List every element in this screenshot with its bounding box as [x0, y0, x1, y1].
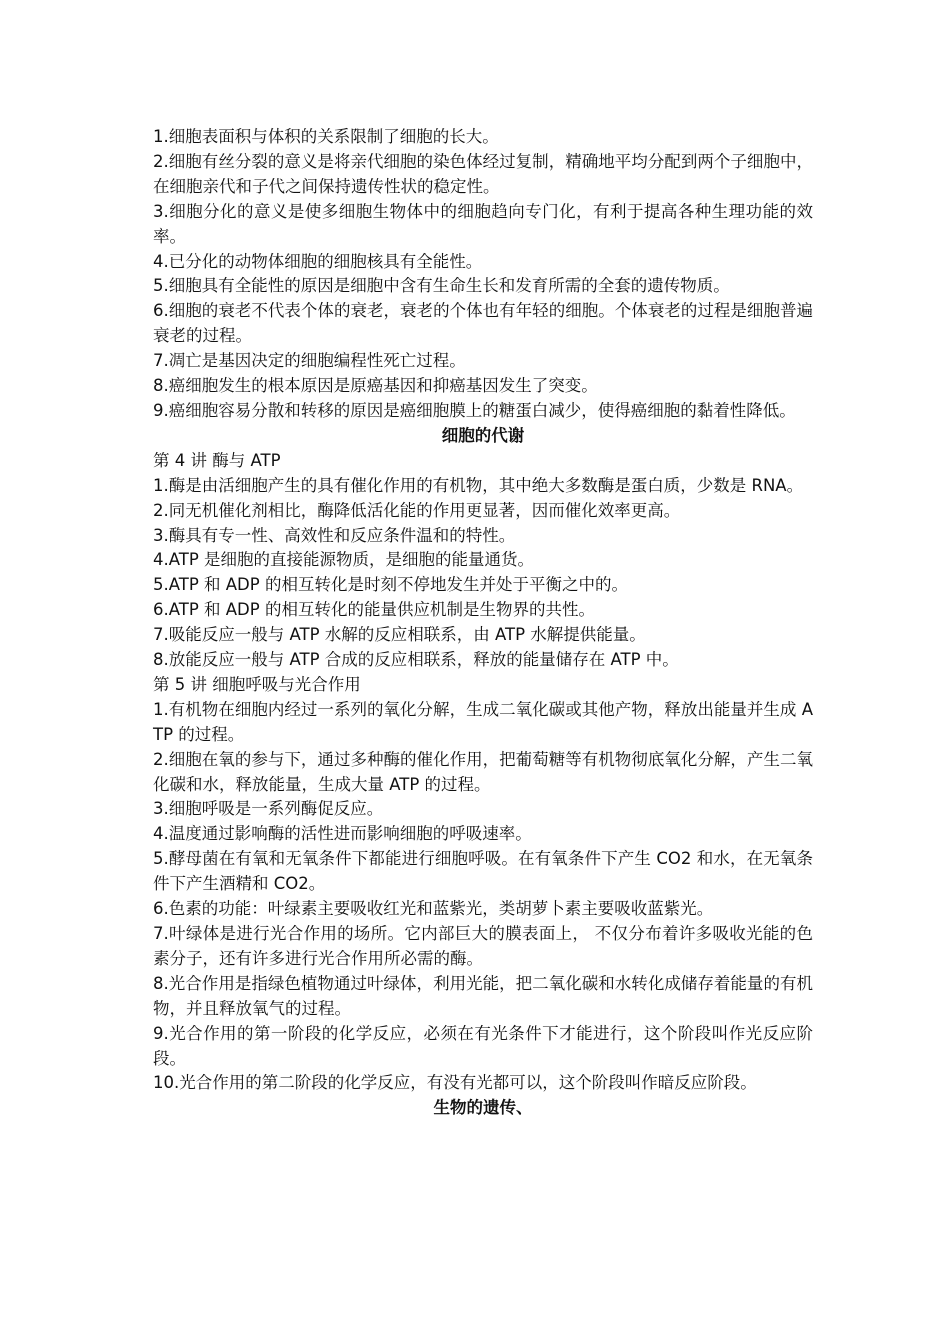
lecture-4-item-4: 4.ATP 是细胞的直接能源物质，是细胞的能量通货。 — [153, 550, 535, 570]
lecture-4-item-3: 3.酶具有专一性、高效性和反应条件温和的特性。 — [153, 525, 516, 545]
lecture-5-item-3: 3.细胞呼吸是一系列酶促反应。 — [153, 799, 384, 819]
lecture-4-item-7: 7.吸能反应一般与 ATP 水解的反应相联系，由 ATP 水解提供能量。 — [153, 625, 646, 645]
lecture-5-item-6: 6.色素的功能：叶绿素主要吸收红光和蓝紫光，类胡萝卜素主要吸收蓝紫光。 — [153, 899, 714, 919]
lecture-4-item-2: 2.同无机催化剂相比，酶降低活化能的作用更显著，因而催化效率更高。 — [153, 500, 681, 520]
lecture-5-item-8: 8.光合作用是指绿色植物通过叶绿体，利用光能，把二氧化碳和水转化成储存着能量的有机物，并且释放氧气的过程。 — [153, 973, 813, 1018]
intro-item-9: 9.癌细胞容易分散和转移的原因是癌细胞膜上的糖蛋白减少，使得癌细胞的黏着性降低。 — [153, 400, 796, 420]
intro-item-6: 6.细胞的衰老不代表个体的衰老，衰老的个体也有年轻的细胞。个体衰老的过程是细胞普遍衰老的过程。 — [153, 301, 813, 346]
lecture-5-item-2: 2.细胞在氧的参与下，通过多种酶的催化作用，把葡萄糖等有机物彻底氧化分解，产生二氧化碳和水，释放能量，生成大量 ATP 的过程。 — [153, 749, 813, 794]
intro-item-2: 2.细胞有丝分裂的意义是将亲代细胞的染色体经过复制，精确地平均分配到两个子细胞中，在细胞亲代和子代之间保持遗传性状的稳定性。 — [153, 151, 813, 196]
lecture-4-item-5: 5.ATP 和 ADP 的相互转化是时刻不停地发生并处于平衡之中的。 — [153, 575, 628, 595]
intro-item-8: 8.癌细胞发生的根本原因是原癌基因和抑癌基因发生了突变。 — [153, 376, 598, 396]
lecture-5-item-10: 10.光合作用的第二阶段的化学反应，有没有光都可以，这个阶段叫作暗反应阶段。 — [153, 1073, 757, 1093]
document-page — [153, 125, 813, 1121]
lecture-5-item-4: 4.温度通过影响酶的活性进而影响细胞的呼吸速率。 — [153, 824, 532, 844]
intro-item-3: 3.细胞分化的意义是使多细胞生物体中的细胞趋向专门化，有利于提高各种生理功能的效率。 — [153, 201, 813, 246]
lecture-5-item-5: 5.酵母菌在有氧和无氧条件下都能进行细胞呼吸。在有氧条件下产生 CO2 和水，在无氧条件下产生酒精和 CO2。 — [153, 849, 813, 894]
intro-item-4: 4.已分化的动物体细胞的细胞核具有全能性。 — [153, 251, 483, 271]
lecture-5-title: 第 5 讲 细胞呼吸与光合作用 — [153, 674, 361, 694]
intro-item-7: 7.凋亡是基因决定的细胞编程性死亡过程。 — [153, 351, 466, 371]
lecture-5-item-9: 9.光合作用的第一阶段的化学反应，必须在有光条件下才能进行，这个阶段叫作光反应阶段。 — [153, 1023, 813, 1068]
lecture-4-item-1: 1.酶是由活细胞产生的具有催化作用的有机物，其中绝大多数酶是蛋白质，少数是 RNA。 — [153, 475, 804, 495]
intro-item-5: 5.细胞具有全能性的原因是细胞中含有生命生长和发育所需的全套的遗传物质。 — [153, 276, 730, 296]
lecture-5-item-1: 1.有机物在细胞内经过一系列的氧化分解，生成二氧化碳或其他产物，释放出能量并生成 ATP 的过程。 — [153, 699, 813, 744]
section-heading-heredity: 生物的遗传、 — [433, 1098, 533, 1118]
lecture-4-item-6: 6.ATP 和 ADP 的相互转化的能量供应机制是生物界的共性。 — [153, 600, 595, 620]
intro-item-1: 1.细胞表面积与体积的关系限制了细胞的长大。 — [153, 127, 499, 146]
lecture-5-item-7: 7.叶绿体是进行光合作用的场所。它内部巨大的膜表面上， 不仅分布着许多吸收光能的色素分子，还有许多进行光合作用所必需的酶。 — [153, 924, 813, 968]
lecture-4-item-8: 8.放能反应一般与 ATP 合成的反应相联系，释放的能量储存在 ATP 中。 — [153, 650, 679, 670]
lecture-4-title: 第 4 讲 酶与 ATP — [153, 450, 281, 470]
section-heading-metabolism: 细胞的代谢 — [441, 425, 525, 445]
